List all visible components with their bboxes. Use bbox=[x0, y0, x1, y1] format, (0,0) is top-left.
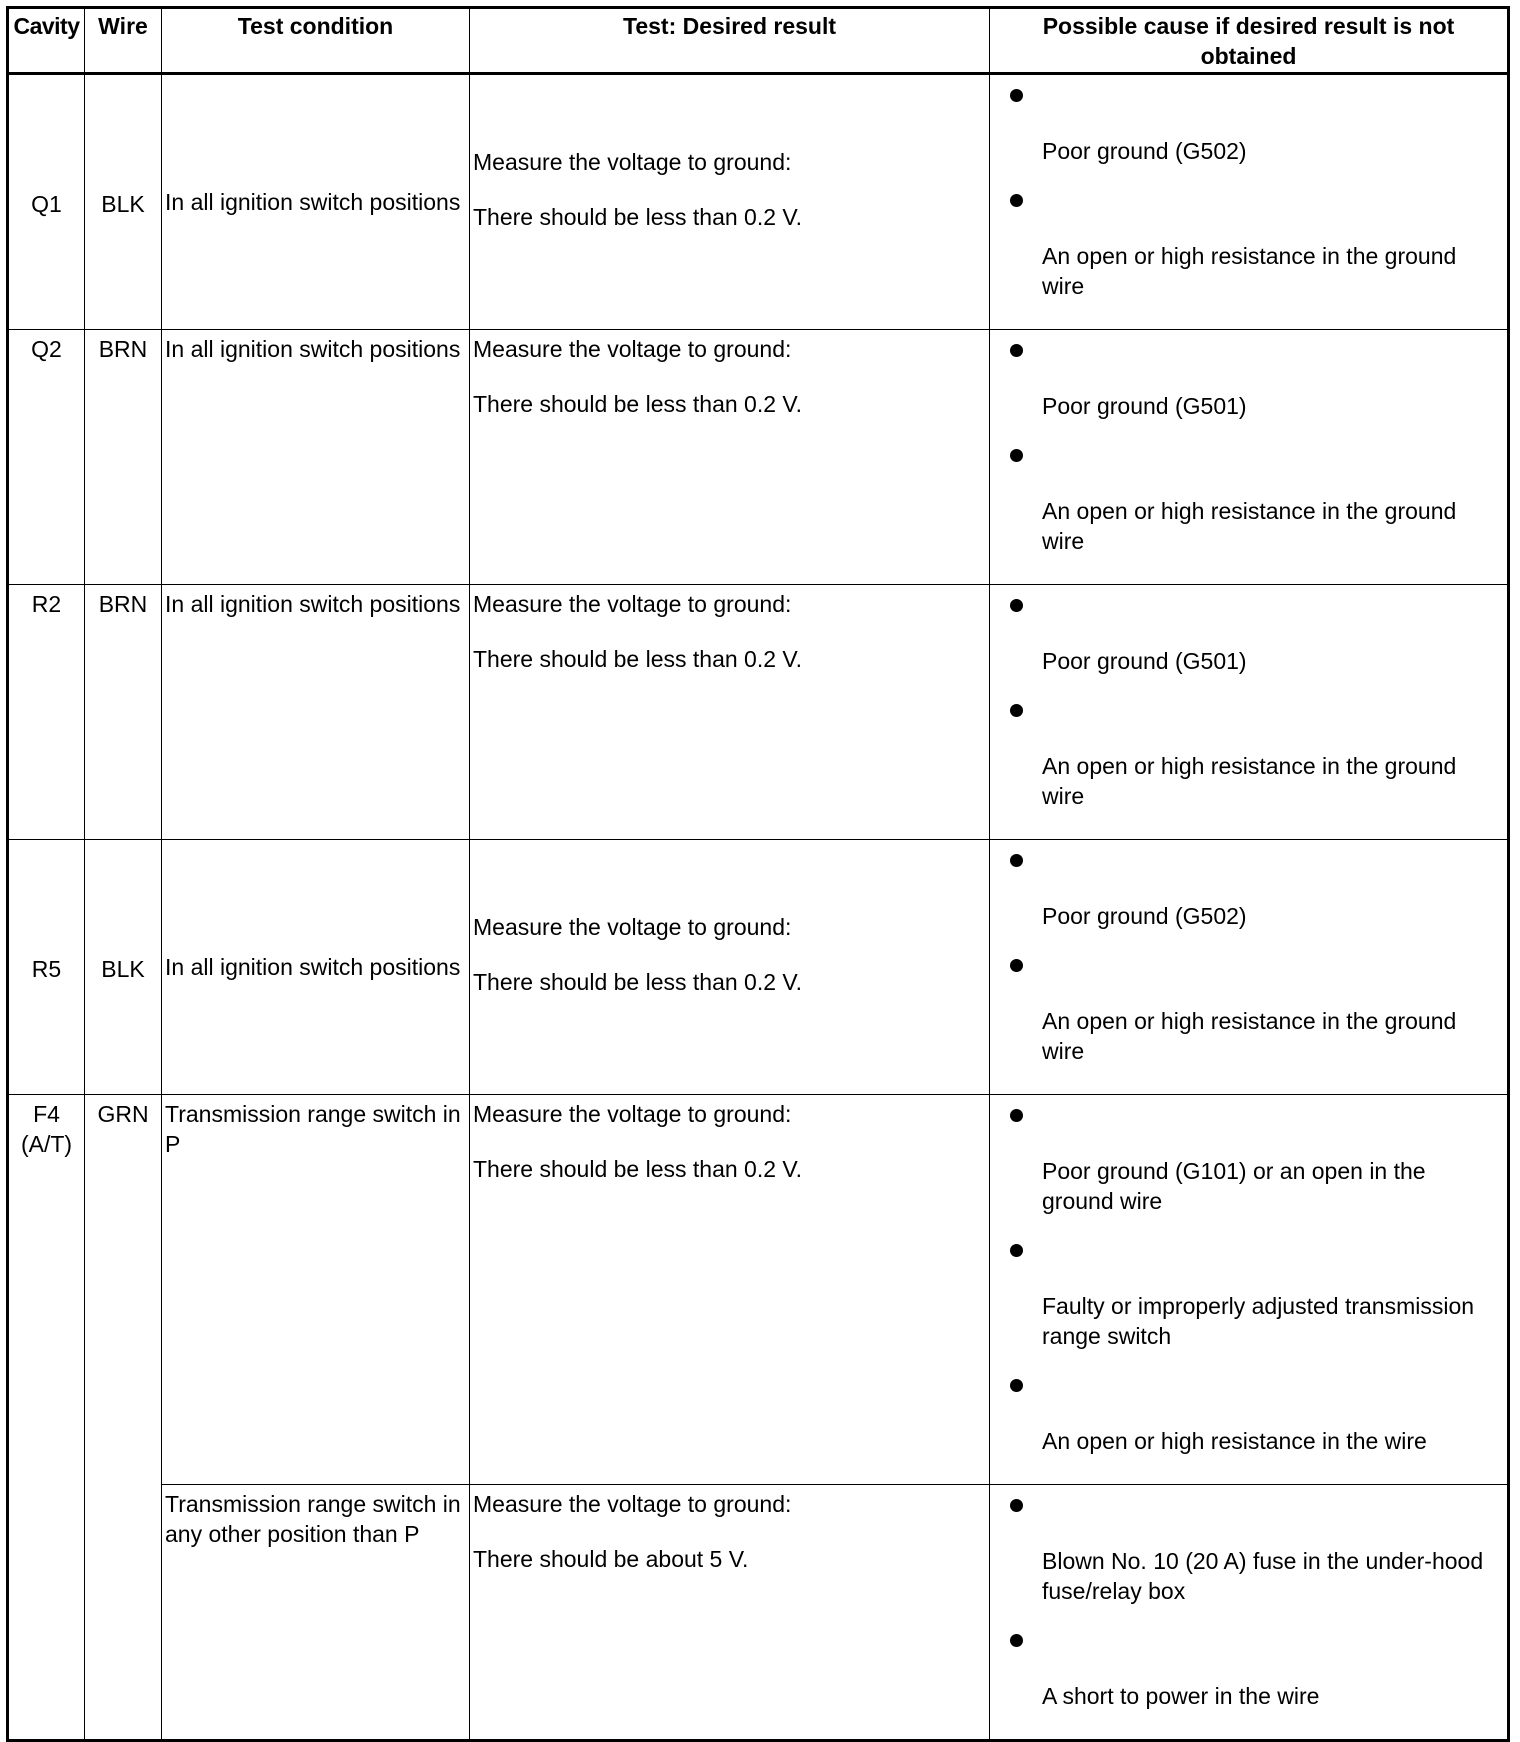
header-desired-result: Test: Desired result bbox=[470, 8, 990, 74]
wire-cell: BRN bbox=[85, 330, 162, 585]
table-row bbox=[8, 585, 1509, 840]
bullet-icon bbox=[1010, 704, 1023, 717]
result-line: Measure the voltage to ground: bbox=[473, 1101, 792, 1127]
result-line: Measure the voltage to ground: bbox=[473, 914, 792, 940]
cause-item: Poor ground (G502) bbox=[1042, 903, 1247, 929]
result-line: There should be less than 0.2 V. bbox=[473, 391, 803, 417]
desired-result-cell bbox=[470, 1485, 990, 1741]
desired-result-cell bbox=[470, 585, 990, 840]
cause-item: An open or high resistance in the ground wire bbox=[1042, 498, 1457, 554]
header-possible-cause: Possible cause if desired result is not obtained bbox=[990, 8, 1509, 74]
result-line: There should be less than 0.2 V. bbox=[473, 1156, 803, 1182]
header-cavity: Cavity bbox=[8, 8, 85, 74]
result-line: There should be less than 0.2 V. bbox=[473, 646, 803, 672]
cause-item: Poor ground (G501) bbox=[1042, 648, 1247, 674]
cause-item: Blown No. 10 (20 A) fuse in the under-hood fuse/relay box bbox=[1042, 1548, 1484, 1604]
cavity-cell: R5 bbox=[8, 840, 85, 1095]
result-line: Measure the voltage to ground: bbox=[473, 1491, 792, 1517]
possible-cause-cell bbox=[990, 840, 1509, 1095]
bullet-icon bbox=[1010, 344, 1023, 357]
test-condition-cell: Transmission range switch in any other position than P bbox=[162, 1485, 470, 1741]
bullet-icon bbox=[1010, 1634, 1023, 1647]
bullet-icon bbox=[1010, 194, 1023, 207]
bullet-icon bbox=[1010, 1109, 1023, 1122]
bullet-icon bbox=[1010, 599, 1023, 612]
wire-cell: BLK bbox=[85, 74, 162, 330]
bullet-icon bbox=[1010, 854, 1023, 867]
possible-cause-cell bbox=[990, 585, 1509, 840]
bullet-icon bbox=[1010, 1244, 1023, 1257]
table-row bbox=[8, 840, 1509, 1095]
possible-cause-cell bbox=[990, 330, 1509, 585]
wire-cell: GRN bbox=[85, 1095, 162, 1741]
desired-result-cell bbox=[470, 1095, 990, 1485]
table-row bbox=[8, 330, 1509, 585]
desired-result-cell bbox=[470, 330, 990, 585]
cause-item: Faulty or improperly adjusted transmission range switch bbox=[1042, 1293, 1475, 1349]
cavity-cell bbox=[8, 1095, 85, 1741]
possible-cause-cell bbox=[990, 74, 1509, 330]
cause-item: A short to power in the wire bbox=[1042, 1683, 1320, 1709]
bullet-icon bbox=[1010, 1499, 1023, 1512]
header-test-condition: Test condition bbox=[162, 8, 470, 74]
bullet-icon bbox=[1010, 449, 1023, 462]
cause-item: Poor ground (G101) or an open in the ground wire bbox=[1042, 1158, 1426, 1214]
bullet-icon bbox=[1010, 959, 1023, 972]
cause-item: An open or high resistance in the ground wire bbox=[1042, 1008, 1457, 1064]
cause-item: Poor ground (G501) bbox=[1042, 393, 1247, 419]
result-line: Measure the voltage to ground: bbox=[473, 336, 792, 362]
connector-test-table bbox=[6, 6, 1510, 1742]
result-line: Measure the voltage to ground: bbox=[473, 149, 792, 175]
wire-cell: BRN bbox=[85, 585, 162, 840]
table-row bbox=[8, 74, 1509, 330]
result-line: There should be less than 0.2 V. bbox=[473, 969, 803, 995]
test-condition-cell: In all ignition switch positions bbox=[162, 585, 470, 840]
test-condition-cell: In all ignition switch positions bbox=[162, 330, 470, 585]
header-wire: Wire bbox=[85, 8, 162, 74]
result-line: There should be about 5 V. bbox=[473, 1546, 749, 1572]
cavity-cell: R2 bbox=[8, 585, 85, 840]
cavity-label: F4 bbox=[33, 1101, 60, 1127]
wire-cell: BLK bbox=[85, 840, 162, 1095]
cavity-cell: Q1 bbox=[8, 74, 85, 330]
cause-item: Poor ground (G502) bbox=[1042, 138, 1247, 164]
desired-result-cell bbox=[470, 840, 990, 1095]
table-row bbox=[8, 1095, 1509, 1485]
test-condition-cell: In all ignition switch positions bbox=[162, 74, 470, 330]
header-row bbox=[8, 8, 1509, 74]
possible-cause-cell bbox=[990, 1485, 1509, 1741]
desired-result-cell bbox=[470, 74, 990, 330]
table-row bbox=[8, 1485, 1509, 1741]
result-line: There should be less than 0.2 V. bbox=[473, 204, 803, 230]
cavity-sublabel: (A/T) bbox=[20, 1131, 73, 1157]
cause-item: An open or high resistance in the ground wire bbox=[1042, 243, 1457, 299]
cause-item: An open or high resistance in the wire bbox=[1042, 1428, 1427, 1454]
bullet-icon bbox=[1010, 1379, 1023, 1392]
bullet-icon bbox=[1010, 89, 1023, 102]
cause-item: An open or high resistance in the ground wire bbox=[1042, 753, 1457, 809]
cavity-cell: Q2 bbox=[8, 330, 85, 585]
test-condition-cell: Transmission range switch in P bbox=[162, 1095, 470, 1485]
possible-cause-cell bbox=[990, 1095, 1509, 1485]
test-condition-cell: In all ignition switch positions bbox=[162, 840, 470, 1095]
result-line: Measure the voltage to ground: bbox=[473, 591, 792, 617]
